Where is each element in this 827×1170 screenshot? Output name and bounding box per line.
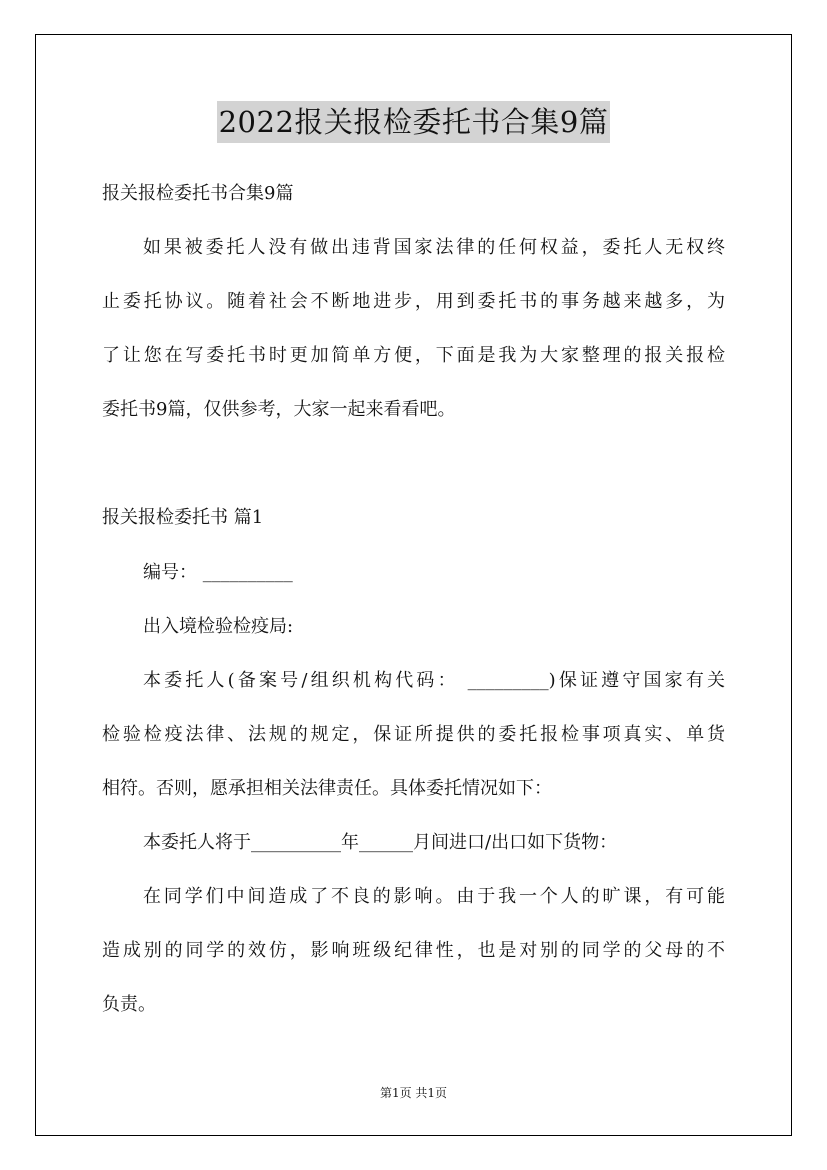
intro-line-4: 委托书9篇，仅供参考，大家一起来看看吧。 bbox=[102, 399, 456, 420]
section-heading: 报关报检委托书 篇1 bbox=[102, 507, 264, 528]
body-line-6: 造成别的同学的效仿，影响班级纪律性，也是对别的同学的父母的不 bbox=[102, 940, 725, 961]
intro-line-3: 了让您在写委托书时更加简单方便，下面是我为大家整理的报关报检 bbox=[102, 345, 725, 366]
body-line-4: 本委托人将于__________年______月间进口/出口如下货物： bbox=[143, 832, 618, 853]
number-line: 编号： __________ bbox=[143, 562, 293, 583]
body-line-1: 本委托人(备案号/组织机构代码： _________)保证遵守国家有关 bbox=[143, 670, 725, 691]
body-line-7: 负责。 bbox=[102, 994, 156, 1015]
page-footer: 第1页 共1页 bbox=[379, 1086, 448, 1100]
body-line-5: 在同学们中间造成了不良的影响。由于我一个人的旷课，有可能 bbox=[143, 886, 725, 907]
title-container bbox=[0, 101, 827, 143]
document-subtitle: 报关报检委托书合集9篇 bbox=[102, 183, 294, 204]
intro-line-2: 止委托协议。随着社会不断地进步，用到委托书的事务越来越多，为 bbox=[102, 291, 725, 312]
document-title: 2022报关报检委托书合集9篇 bbox=[217, 101, 611, 143]
body-line-3: 相符。否则，愿承担相关法律责任。具体委托情况如下： bbox=[102, 778, 552, 799]
addressee-line: 出入境检验检疫局: bbox=[143, 616, 294, 637]
body-line-2: 检验检疫法律、法规的规定，保证所提供的委托报检事项真实、单货 bbox=[102, 724, 725, 745]
intro-line-1: 如果被委托人没有做出违背国家法律的任何权益，委托人无权终 bbox=[143, 237, 725, 258]
